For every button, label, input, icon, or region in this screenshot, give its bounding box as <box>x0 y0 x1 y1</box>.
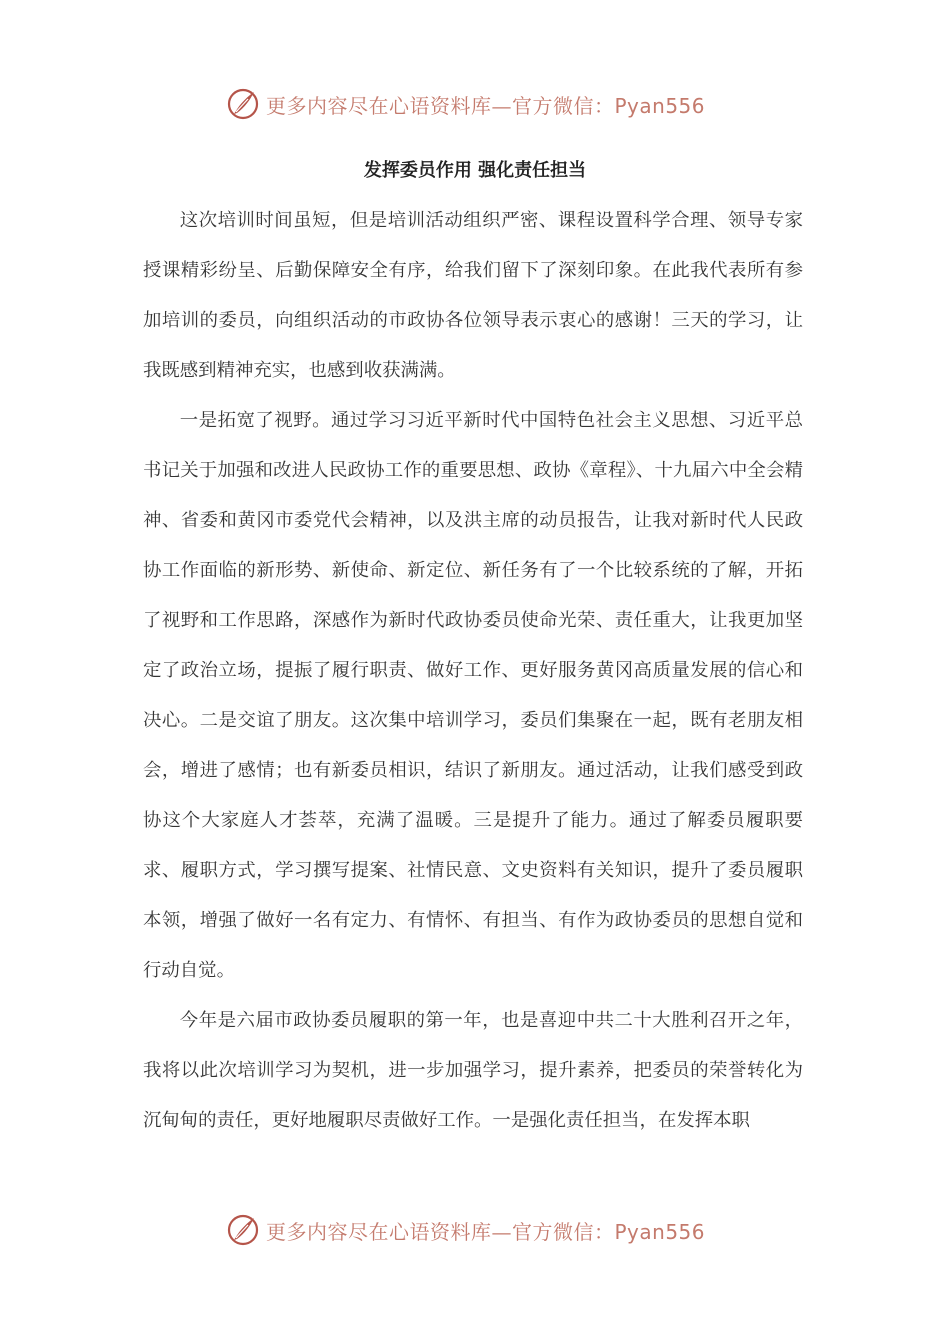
header-watermark-banner <box>226 86 726 122</box>
quill-pen-logo-icon <box>226 1213 260 1247</box>
quill-pen-logo-icon <box>226 87 260 121</box>
paragraph-3: 今年是六届市政协委员履职的第一年，也是喜迎中共二十大胜利召开之年，我将以此次培训学习为契机，进一步加强学习，提升素养，把委员的荣誉转化为沉甸甸的责任，更好地履职尽责做好工作。一是强化责任担当，在发挥本职 <box>143 1010 803 1131</box>
paragraph-2: 一是拓宽了视野。通过学习习近平新时代中国特色社会主义思想、习近平总书记关于加强和改进人民政协工作的重要思想、政协《章程》、十九届六中全会精神、省委和黄冈市委党代会精神，以及洪主席的动员报告，让我对新时代人民政协工作面临的新形势、新使命、新定位、新任务有了一个比较系统的了解，开拓了视野和工作思路，深感作为新时代政协委员使命光荣、责任重大，让我更加坚定了政治立场，提振了履行职责、做好工作、更好服务黄冈高质量发展的信心和决心。二是交谊了朋友。这次集中培训学习，委员们集聚在一起，既有老朋友相会，增进了感情；也有新委员相识，结识了新朋友。通过活动，让我们感受到政协这个大家庭人才荟萃，充满了温暖。三是提升了能力。通过了解委员履职要求、履职方式，学习撰写提案、社情民意、文史资料有关知识，提升了委员履职本领，增强了做好一名有定力、有情怀、有担当、有作为政协委员的思想自觉和行动自觉。 <box>143 410 803 981</box>
footer-wechat-id: Pyan556 <box>614 1219 706 1244</box>
footer-watermark-banner <box>226 1212 726 1248</box>
header-wechat-id: Pyan556 <box>614 93 706 118</box>
header-banner-text: 更多内容尽在心语资料库—官方微信：Pyan556 <box>266 93 706 118</box>
footer-banner-text: 更多内容尽在心语资料库—官方微信：Pyan556 <box>266 1219 706 1244</box>
document-body <box>143 196 803 1146</box>
document-title: 发挥委员作用 强化责任担当 <box>363 160 587 181</box>
paragraph-1: 这次培训时间虽短，但是培训活动组织严密、课程设置科学合理、领导专家授课精彩纷呈、后勤保障安全有序，给我们留下了深刻印象。在此我代表所有参加培训的委员，向组织活动的市政协各位领导表示衷心的感谢！三天的学习，让我既感到精神充实，也感到收获满满。 <box>143 210 803 381</box>
